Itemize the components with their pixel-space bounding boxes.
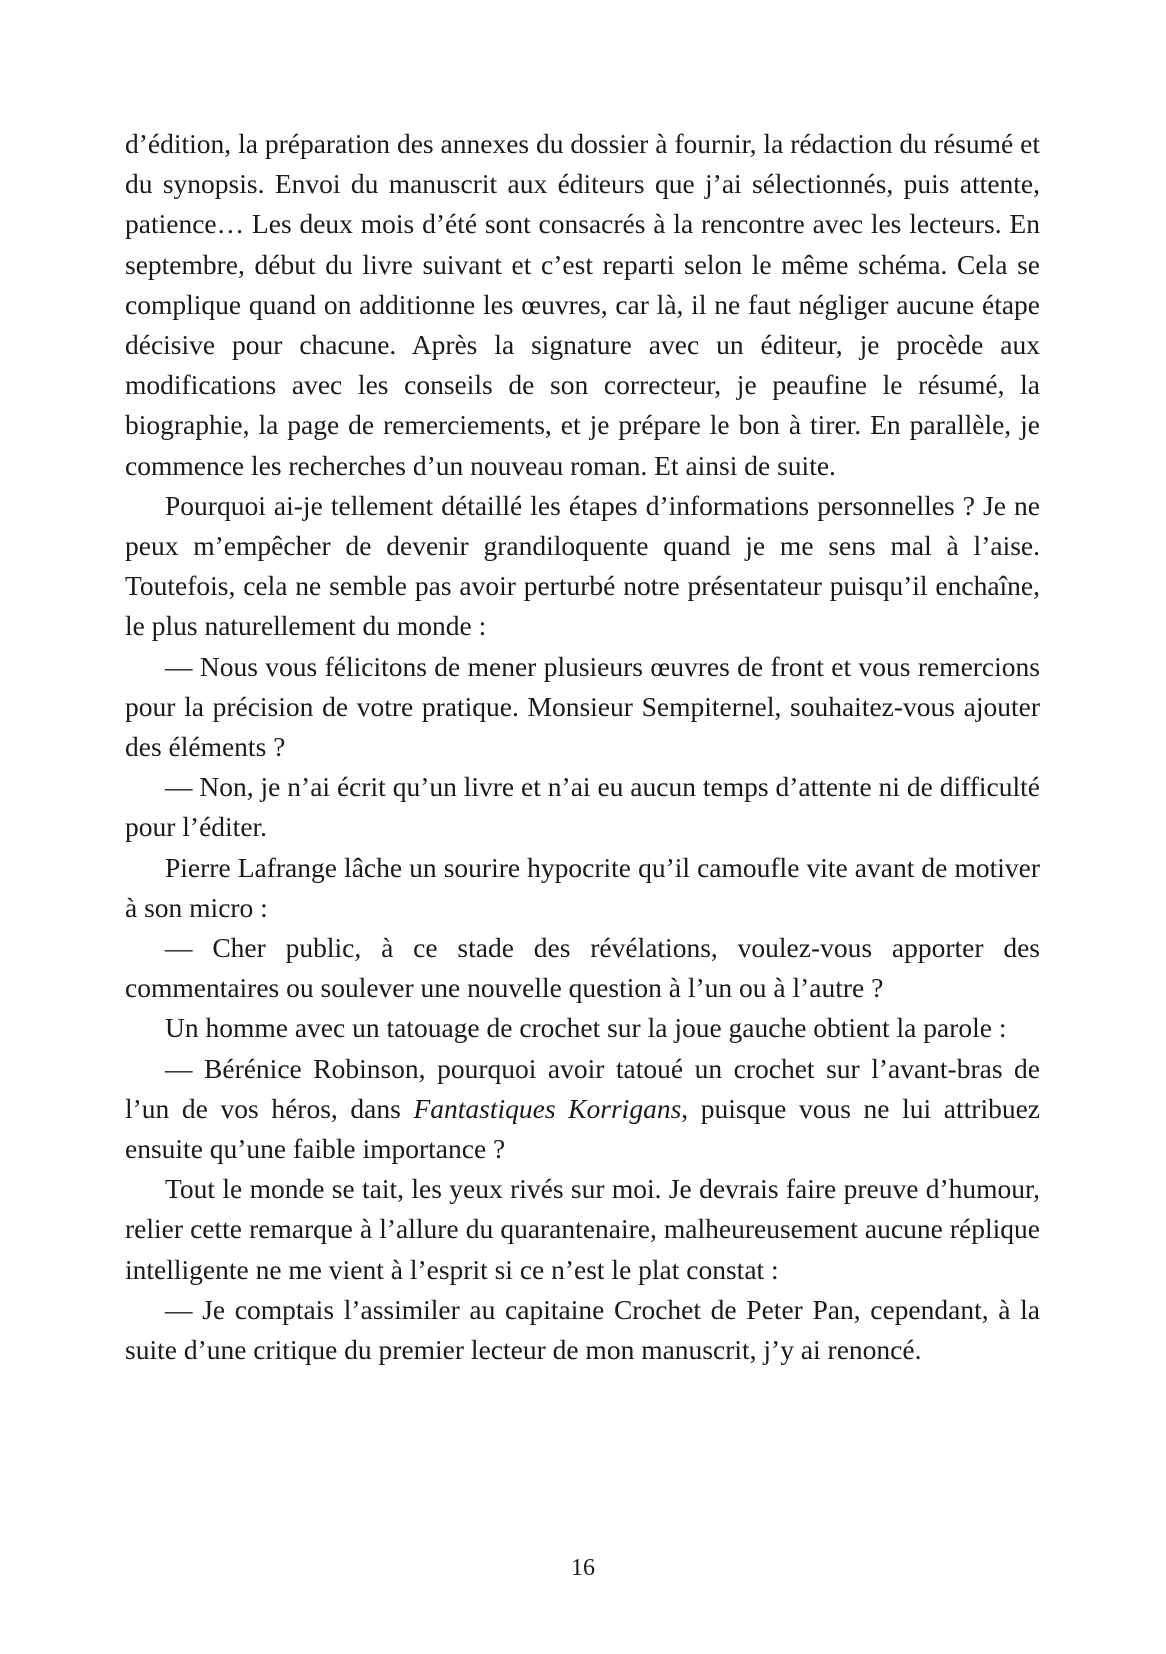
paragraph (125, 124, 1040, 486)
paragraph-text: Pourquoi ai-je tellement détaillé les étapes d’informations personnelles ? Je ne peux m’empêcher de devenir grandiloquente quand je me sens mal à l’aise. Toutefois, cela ne semble pas avoir perturbé notre présentateur puisqu’il enchaîne, le plus naturellement du monde : (125, 489, 1040, 642)
paragraph-text: Un homme avec un tatouage de crochet sur la joue gauche obtient la parole : (165, 1012, 1007, 1044)
paragraph-text: — Nous vous félicitons de mener plusieurs œuvres de front et vous remercions pour la précision de votre pratique. Monsieur Sempiternel, souhaitez-vous ajouter des éléments ? (125, 650, 1040, 763)
page-number: 16 (571, 1555, 595, 1581)
paragraph (125, 767, 1040, 847)
paragraph-text: — Non, je n’ai écrit qu’un livre et n’ai eu aucun temps d’attente ni de difficulté pour l’éditer. (125, 771, 1040, 843)
paragraph (125, 647, 1040, 768)
paragraph-text: — Cher public, à ce stade des révélations, voulez-vous apporter des commentaires ou soulever une nouvelle question à l’un ou à l’autre ? (125, 932, 1040, 1004)
paragraph-text: Tout le monde se tait, les yeux rivés sur moi. Je devrais faire preuve d’humour, relier cette remarque à l’allure du quarantenaire, malheureusement aucune réplique intelligente ne me vient à l’esprit si ce n’est le plat constat : (125, 1173, 1040, 1285)
book-title-italic: Fantastiques Korrigans (413, 1092, 682, 1124)
paragraph-text: — Je comptais l’assimiler au capitaine Crochet de Peter Pan, cependant, à la suite d’une critique du premier lecteur de mon manuscrit, j’y ai renoncé. (125, 1293, 1040, 1366)
paragraph (125, 1008, 1040, 1048)
paragraph-text: d’édition, la préparation des annexes du dossier à fournir, la rédaction du résumé et du synopsis. Envoi du manuscrit aux éditeurs que j’ai sélectionnés, puis attente, patience… Les deux mois d’été sont consacrés à la rencontre avec les lecteurs. En septembre, début du livre suivant et c’est reparti selon le même schéma. Cela se complique quand on additionne les œuvres, car là, il ne faut négliger aucune étape décisive pour chacune. Après la signature avec un éditeur, je procède aux modifications avec les conseils de son correcteur, je peaufine le résumé, la biographie, la page de remerciements, et je prépare le bon à tirer. En parallèle, je commence les recherches d’un nouveau roman. Et ainsi de suite. (125, 128, 1040, 481)
paragraph (125, 1169, 1040, 1290)
body-text (125, 124, 1040, 1370)
paragraph (125, 486, 1040, 647)
paragraph-text: Pierre Lafrange lâche un sourire hypocrite qu’il camoufle vite avant de motiver à son micro : (125, 851, 1040, 923)
paragraph (125, 1049, 1040, 1170)
paragraph-text: — Bérénice Robinson, pourquoi avoir tatoué un crochet sur l’avant-bras de l’un de vos héros, dans (125, 1052, 1040, 1124)
paragraph (125, 928, 1040, 1008)
paragraph (125, 1290, 1040, 1370)
paragraph-text: , puisque vous ne lui attribuez ensuite qu’une faible importance ? (125, 1092, 1040, 1165)
paragraph (125, 848, 1040, 928)
